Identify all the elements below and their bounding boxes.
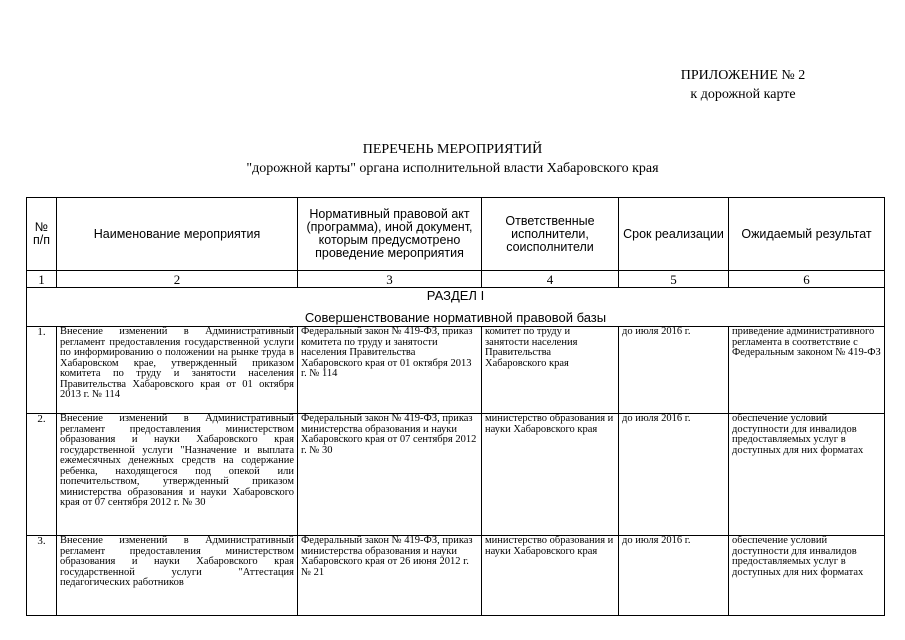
table-row	[27, 536, 885, 616]
legal-act: Федеральный закон № 419-ФЗ, приказ комитета по труду и занятости населения Правительства Хабаровского края от 01 октября 2013 г. № 114	[298, 327, 482, 414]
section-row	[27, 288, 885, 327]
expected-result: обеспечение условий доступности для инвалидов предоставляемых услуг в доступных для них форматах	[729, 414, 885, 536]
appendix-title: ПРИЛОЖЕНИЕ № 2	[680, 68, 806, 83]
deadline: до июля 2016 г.	[619, 327, 729, 414]
row-number: 2.	[27, 414, 57, 536]
column-number: 3	[298, 271, 482, 288]
deadline: до июля 2016 г.	[619, 536, 729, 616]
column-number-row	[27, 271, 885, 288]
section-cell	[27, 288, 885, 327]
column-number: 5	[619, 271, 729, 288]
row-number: 1.	[27, 327, 57, 414]
column-header-result: Ожидаемый результат	[729, 198, 885, 271]
measure-name: Внесение изменений в Административный регламент предоставления министерством образования и науки Хабаровского края государственной услуги "Аттестация педагогических работников	[57, 536, 298, 616]
column-header-act: Нормативный правовой акт (программа), иной документ, которым предусмотрено проведение мероприятия	[298, 198, 482, 271]
appendix-header	[643, 66, 843, 104]
table-row	[27, 414, 885, 536]
column-number: 1	[27, 271, 57, 288]
expected-result: приведение административного регламента в соответствие с Федеральным законом № 419-ФЗ	[729, 327, 885, 414]
legal-act: Федеральный закон № 419-ФЗ, приказ министерства образования и науки Хабаровского края от 26 июня 2012 г. № 21	[298, 536, 482, 616]
row-number: 3.	[27, 536, 57, 616]
column-number: 4	[482, 271, 619, 288]
responsible: комитет по труду и занятости населения Правительства Хабаровского края	[482, 327, 619, 414]
expected-result: обеспечение условий доступности для инвалидов предоставляемых услуг в доступных для них форматах	[729, 536, 885, 616]
table-header-row	[27, 198, 885, 271]
document-heading	[0, 140, 905, 178]
column-header-number: № п/п	[27, 198, 57, 271]
legal-act: Федеральный закон № 419-ФЗ, приказ министерства образования и науки Хабаровского края от 07 сентября 2012 г. № 30	[298, 414, 482, 536]
column-number: 2	[57, 271, 298, 288]
column-number: 6	[729, 271, 885, 288]
table-row	[27, 327, 885, 414]
measure-name: Внесение изменений в Административный регламент предоставления государственной услуги по информированию о положении на рынке труда в Хабаровском крае, утвержденный приказом комитета по труду и занятости населения Правительства Хабаровского края от 01 октября 2013 г. № 114	[57, 327, 298, 414]
measure-name: Внесение изменений в Административный регламент предоставления министерством образования и науки Хабаровского края государственной услуги "Назначение и выплата ежемесячных денежных средств на содержание ребенка, находящегося под опекой или попечительством, утвержденный приказом министерства образования и науки Хабаровского края от 07 сентября 2012 г. № 30	[57, 414, 298, 536]
column-header-responsible: Ответственные исполнители, соисполнители	[482, 198, 619, 271]
document-subtitle: "дорожной карты" органа исполнительной власти Хабаровского края	[246, 161, 659, 176]
section-title: Совершенствование нормативной правовой базы	[304, 310, 607, 325]
column-header-deadline: Срок реализации	[619, 198, 729, 271]
column-header-name: Наименование мероприятия	[57, 198, 298, 271]
responsible: министерство образования и науки Хабаровского края	[482, 414, 619, 536]
responsible: министерство образования и науки Хабаровского края	[482, 536, 619, 616]
document-title: ПЕРЕЧЕНЬ МЕРОПРИЯТИЙ	[362, 142, 543, 157]
appendix-subtitle: к дорожной карте	[690, 87, 796, 102]
measures-table	[26, 197, 885, 616]
section-label: РАЗДЕЛ I	[426, 288, 485, 303]
deadline: до июля 2016 г.	[619, 414, 729, 536]
